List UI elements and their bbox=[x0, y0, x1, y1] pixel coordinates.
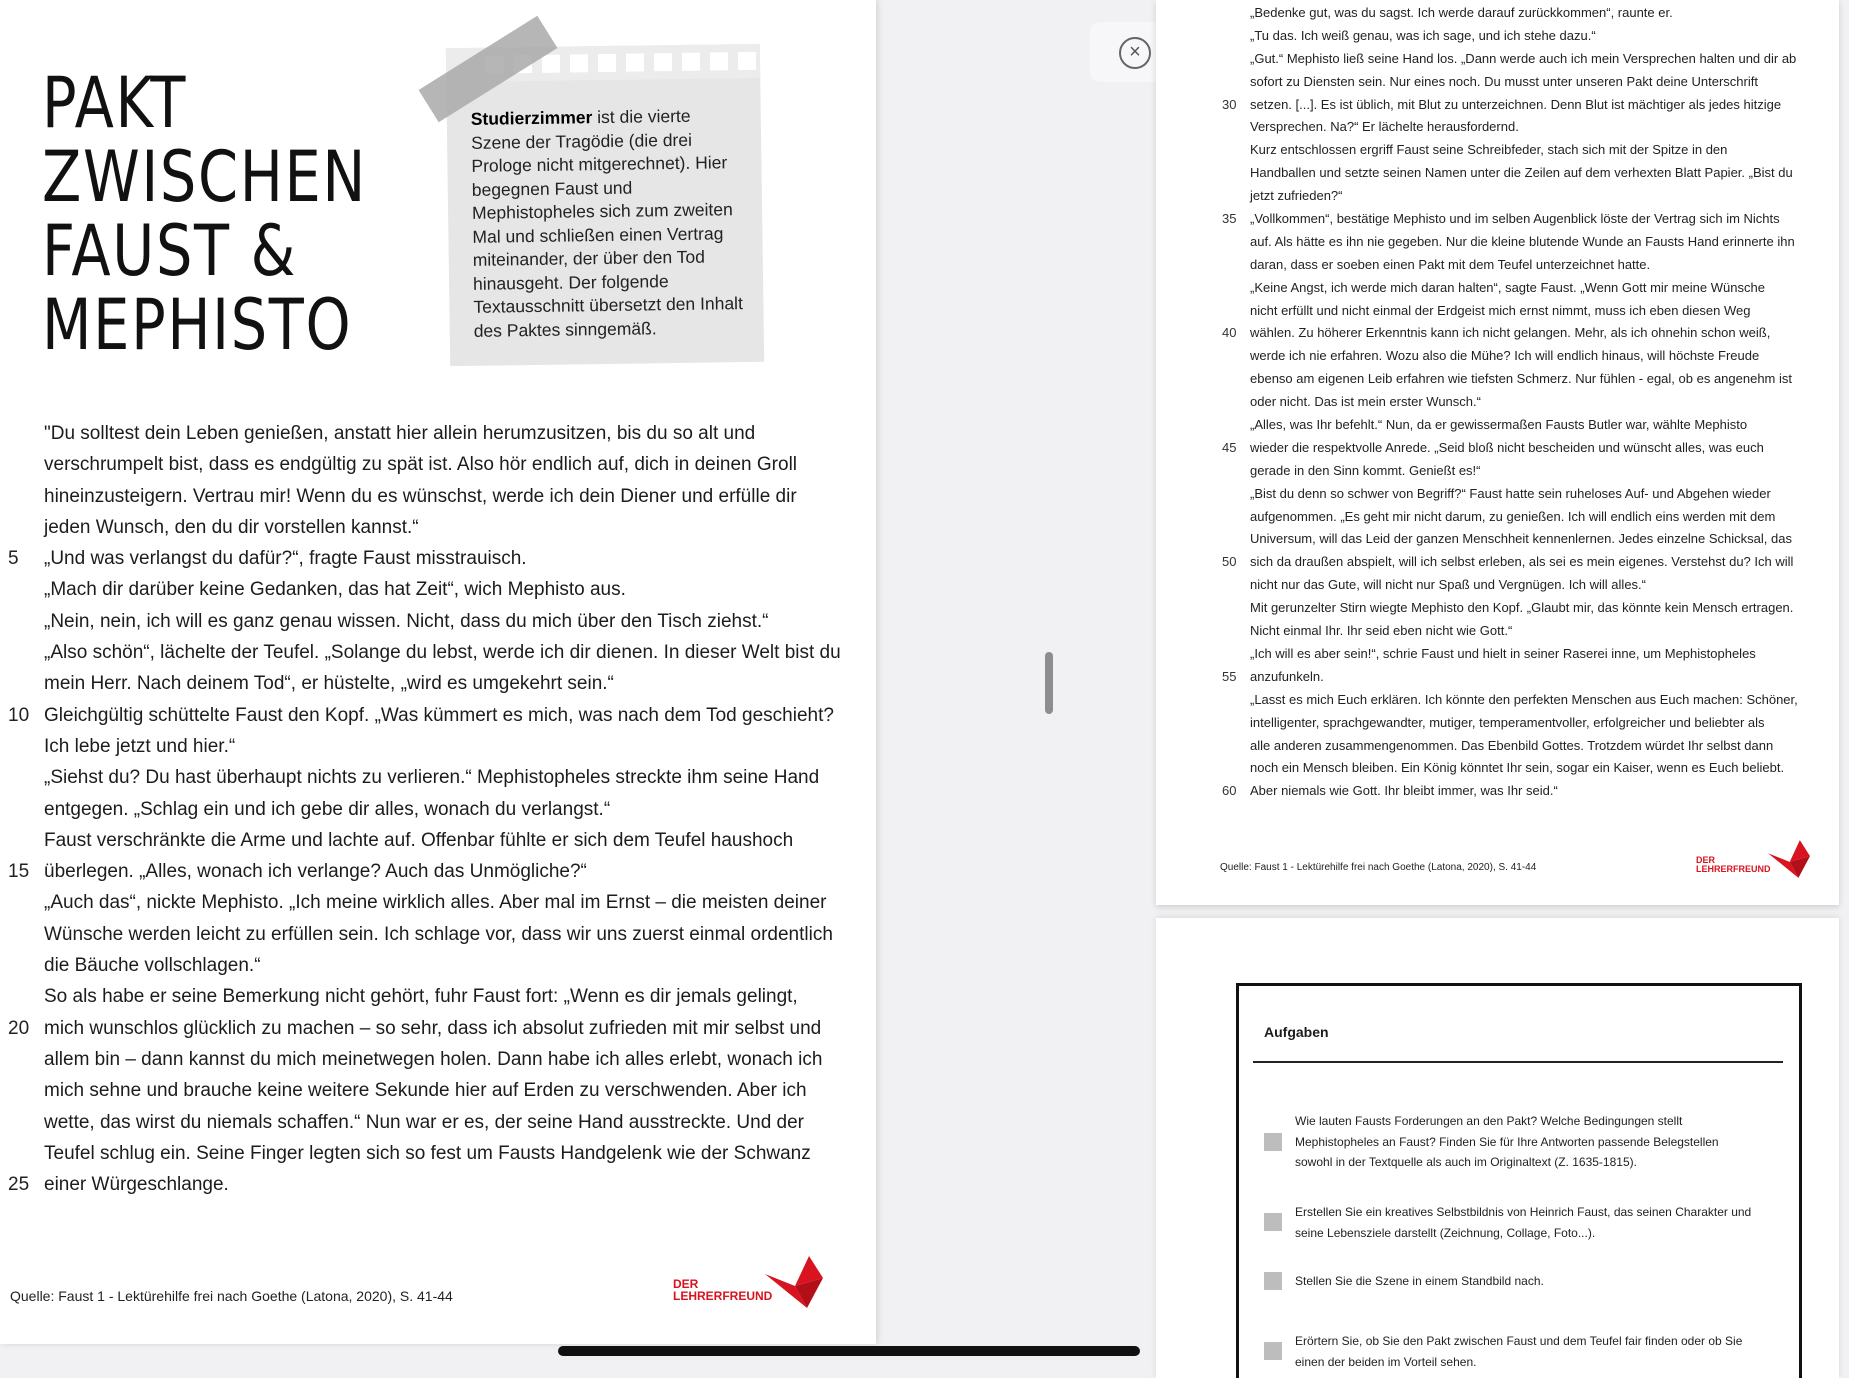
tasks-divider bbox=[1253, 1061, 1783, 1063]
text-line bbox=[1156, 25, 1839, 48]
text-line bbox=[1156, 391, 1839, 414]
text-line bbox=[1156, 116, 1839, 139]
line-text: „Alles, was Ihr befehlt.“ Nun, da er gewissermaßen Fausts Butler war, wählte Mephisto bbox=[1250, 417, 1748, 433]
line-text: „Auch das“, nickte Mephisto. „Ich meine wirklich alles. Aber mal im Ernst – die meisten deiner bbox=[44, 892, 827, 914]
line-number: 55 bbox=[1222, 668, 1237, 684]
text-line bbox=[1156, 231, 1839, 254]
text-line bbox=[1156, 185, 1839, 208]
story-text-continued bbox=[1156, 2, 1839, 803]
text-line bbox=[0, 825, 860, 856]
line-text: sofort zu Diensten sein. Nur eines noch. Du musst unter unseren Pakt deine Unterschrift bbox=[1250, 73, 1758, 89]
text-line bbox=[0, 981, 860, 1012]
lehrerfreund-logo-right bbox=[1696, 840, 1811, 880]
text-line bbox=[0, 887, 860, 918]
document-page-left bbox=[0, 0, 876, 1344]
text-line bbox=[1156, 437, 1839, 460]
text-line bbox=[0, 1138, 860, 1169]
task-item bbox=[1264, 1331, 1764, 1375]
line-text: „Ich will es aber sein!“, schrie Faust und hielt in seiner Raserei inne, um Mephistopheles bbox=[1250, 645, 1756, 661]
line-text: werde ich nie erfahren. Wozu also die Mühe? Ich will endlich hinaus, will höchste Freude bbox=[1250, 348, 1760, 364]
line-text: „Und was verlangst du dafür?“, fragte Faust misstrauisch. bbox=[44, 548, 527, 570]
line-text: Versprechen. Na?“ Er lächelte herausfordernd. bbox=[1250, 119, 1519, 135]
tasks-title: Aufgaben bbox=[1264, 1024, 1329, 1040]
line-number: 20 bbox=[8, 1017, 30, 1039]
story-text bbox=[0, 418, 860, 1200]
line-text: intelligenter, sprachgewandter, mutiger, temperamentvoller, erfolgreicher und beliebter als bbox=[1250, 714, 1765, 730]
line-text: allem bin – dann kannst du mich meinetwegen holen. Dann habe ich alles erlebt, wonach ich bbox=[44, 1048, 823, 1070]
text-line bbox=[1156, 551, 1839, 574]
document-page-right bbox=[1156, 0, 1839, 905]
line-text: oder nicht. Das ist mein erster Wunsch.“ bbox=[1250, 394, 1481, 410]
line-text: „Bedenke gut, was du sagst. Ich werde darauf zurückkommen“, raunte er. bbox=[1250, 5, 1673, 20]
close-symbol: × bbox=[1129, 41, 1141, 63]
text-line bbox=[0, 794, 860, 825]
line-number: 60 bbox=[1222, 783, 1237, 799]
line-number: 15 bbox=[8, 861, 30, 883]
text-line bbox=[1156, 162, 1839, 185]
text-line bbox=[1156, 712, 1839, 735]
bird-logo-icon bbox=[765, 1256, 823, 1308]
text-line bbox=[0, 481, 860, 512]
text-line bbox=[0, 574, 860, 605]
text-line bbox=[0, 449, 860, 480]
text-line bbox=[1156, 139, 1839, 162]
line-text: ebenso am eigenen Leib erfahren wie tiefsten Schmerz. Nur fühlen - egal, ob es angenehm ist bbox=[1250, 371, 1792, 387]
line-text: sich da draußen abspielt, will ich selbst erleben, als sei es mein eigenes. Verstehst du? Ich will bbox=[1250, 554, 1794, 570]
text-line bbox=[1156, 71, 1839, 94]
task-text: Wie lauten Fausts Forderungen an den Pakt? Welche Bedingungen stellt Mephistopheles an Faust? Finden Sie für Ihre Antworten passende Belegstellen sowohl in der Textquelle als auch im Originaltext (Z. 1635-1815). bbox=[1295, 1114, 1719, 1169]
line-text: wieder die respektvolle Anrede. „Seid bloß nicht bescheiden und wünscht alles, was euch bbox=[1250, 439, 1764, 455]
lehrerfreund-logo bbox=[673, 1256, 823, 1312]
task-item bbox=[1264, 1271, 1764, 1293]
text-line bbox=[0, 418, 860, 449]
text-line bbox=[0, 1044, 860, 1075]
line-text: jeden Wunsch, den du dir vorstellen kannst.“ bbox=[44, 516, 419, 538]
page-title bbox=[42, 62, 438, 366]
line-text: So als habe er seine Bemerkung nicht gehört, fuhr Faust fort: „Wenn es dir jemals gelingt, bbox=[44, 986, 798, 1008]
line-text: auf. Als hätte es ihn nie gegeben. Nur die kleine blutende Wunde an Fausts Hand erinnerte ihn bbox=[1250, 233, 1795, 249]
line-number: 30 bbox=[1222, 96, 1237, 112]
title-line: PAKT bbox=[42, 62, 188, 144]
task-text: Erstellen Sie ein kreatives Selbstbildnis von Heinrich Faust, das seinen Charakter und seine Lebensziele darstellt (Zeichnung, Collage, Foto...). bbox=[1295, 1205, 1752, 1240]
text-line bbox=[0, 1107, 860, 1138]
text-line bbox=[1156, 414, 1839, 437]
line-text: gerade in den Sinn kommt. Genießt es!“ bbox=[1250, 462, 1481, 478]
note-bold-term: Studierzimmer bbox=[470, 107, 593, 129]
task-text: Erörtern Sie, ob Sie den Pakt zwischen Faust und dem Teufel fair finden oder ob Sie einen der beiden im Vorteil sehen. bbox=[1295, 1334, 1743, 1369]
task-item bbox=[1264, 1111, 1764, 1177]
line-text: jetzt zufrieden?“ bbox=[1250, 188, 1343, 204]
line-number: 5 bbox=[8, 548, 19, 570]
line-text: mich wunschlos glücklich zu machen – so sehr, dass ich absolut zufrieden mit mir selbst und bbox=[44, 1017, 822, 1039]
line-text: Handballen und setzte seinen Namen unter die Zeilen auf dem verhexten Blatt Papier. „Bist du bbox=[1250, 165, 1793, 181]
text-line bbox=[0, 700, 860, 731]
line-text: anzufunkeln. bbox=[1250, 668, 1324, 684]
text-line bbox=[1156, 48, 1839, 71]
text-line bbox=[1156, 254, 1839, 277]
task-checkbox[interactable] bbox=[1264, 1213, 1282, 1231]
line-text: alle anderen zusammengenommen. Das Ebenbild Gottes. Trotzdem würdet Ihr selbst dann bbox=[1250, 737, 1774, 753]
line-text: überlegen. „Alles, wonach ich verlange? Auch das Unmögliche?“ bbox=[44, 861, 587, 883]
task-checkbox[interactable] bbox=[1264, 1133, 1282, 1151]
task-text: Stellen Sie die Szene in einem Standbild nach. bbox=[1295, 1274, 1544, 1288]
task-checkbox[interactable] bbox=[1264, 1342, 1282, 1360]
line-text: entgegen. „Schlag ein und ich gebe dir alles, wonach du verlangst.“ bbox=[44, 798, 611, 820]
text-line bbox=[1156, 757, 1839, 780]
text-line bbox=[1156, 322, 1839, 345]
line-text: Mit gerunzelter Stirn wiegte Mephisto den Kopf. „Glaubt mir, das könnte kein Mensch ertragen. bbox=[1250, 600, 1794, 616]
text-line bbox=[1156, 368, 1839, 391]
task-item bbox=[1264, 1202, 1764, 1246]
text-line bbox=[1156, 277, 1839, 300]
note-text bbox=[471, 104, 744, 343]
line-number: 45 bbox=[1222, 439, 1237, 455]
text-line bbox=[1156, 460, 1839, 483]
line-text: verschrumpelt bist, dass es endgültig zu spät ist. Also hör endlich auf, dich in deinen Groll bbox=[44, 454, 798, 476]
text-line bbox=[0, 1013, 860, 1044]
home-indicator[interactable] bbox=[558, 1346, 1140, 1356]
text-line bbox=[1156, 735, 1839, 758]
scroll-handle[interactable] bbox=[1045, 652, 1053, 714]
logo-text-der: DER bbox=[673, 1277, 699, 1291]
task-checkbox[interactable] bbox=[1264, 1272, 1282, 1290]
note-body: ist die vierte Szene der Tragödie (die drei Prologe nicht mitgerechnet). Hier begegnen Faust und Mephistopheles sich zum zweiten Mal und schließen einen Vertrag miteinander, der über den Tod hinausgeht. Der folgende Textausschnitt übersetzt den Inhalt des Paktes sinngemäß. bbox=[470, 105, 743, 341]
text-line bbox=[1156, 300, 1839, 323]
line-text: nicht nur das Gute, will nicht nur Spaß und Vergnügen. Ich will alles.“ bbox=[1250, 577, 1646, 593]
text-line bbox=[1156, 780, 1839, 803]
line-text: „Gut.“ Mephisto ließ seine Hand los. „Dann werde auch ich mein Versprechen halten und dir ab bbox=[1250, 50, 1797, 66]
text-line bbox=[1156, 345, 1839, 368]
intro-note bbox=[446, 44, 764, 366]
text-line bbox=[1156, 483, 1839, 506]
logo-text-lehrerfreund: LEHRERFREUND bbox=[1696, 864, 1771, 874]
text-line bbox=[0, 606, 860, 637]
text-line bbox=[1156, 574, 1839, 597]
line-text: nicht erfüllt und nicht einmal der Erdgeist mich ernst nimmt, muss ich eben diesen Weg bbox=[1250, 302, 1751, 318]
title-line: MEPHISTO bbox=[42, 284, 353, 366]
line-number: 10 bbox=[8, 704, 30, 726]
text-line bbox=[0, 637, 860, 668]
logo-text-lehrerfreund: LEHRERFREUND bbox=[673, 1289, 773, 1303]
text-line bbox=[0, 668, 860, 699]
line-text: „Also schön“, lächelte der Teufel. „Solange du lebst, werde ich dir dienen. In dieser Welt bist du bbox=[44, 642, 841, 664]
text-line bbox=[1156, 643, 1839, 666]
line-text: „Lasst es mich Euch erklären. Ich könnte den perfekten Menschen aus Euch machen: Schöner, bbox=[1250, 691, 1798, 707]
source-citation-right: Quelle: Faust 1 - Lektürehilfe frei nach Goethe (Latona, 2020), S. 41-44 bbox=[1220, 862, 1537, 873]
line-text: Faust verschränkte die Arme und lachte auf. Offenbar fühlte er sich dem Teufel haushoch bbox=[44, 829, 794, 851]
text-line bbox=[1156, 94, 1839, 117]
line-text: daran, dass er soeben einen Pakt mit dem Teufel unterzeichnet hatte. bbox=[1250, 256, 1651, 272]
line-text: "Du solltest dein Leben genießen, anstatt hier allein herumzusitzen, bis du so alt und bbox=[44, 423, 756, 444]
line-text: Nicht einmal Ihr. Ihr seid eben nicht wie Gott.“ bbox=[1250, 623, 1513, 639]
line-text: mein Herr. Nach deinem Tod“, er hüstelte, „wird es umgekehrt sein.“ bbox=[44, 673, 614, 695]
line-text: wette, das wirst du niemals schaffen.“ Nun war er es, der seine Hand ausstreckte. Und der bbox=[44, 1111, 805, 1133]
text-line bbox=[0, 950, 860, 981]
line-text: „Mach dir darüber keine Gedanken, das hat Zeit“, wich Mephisto aus. bbox=[44, 579, 626, 601]
text-line bbox=[0, 762, 860, 793]
line-text: Universum, will das Leid der ganzen Menschheit kennenlernen. Jedes einzelne Schicksal, das bbox=[1250, 531, 1792, 547]
line-number: 35 bbox=[1222, 211, 1237, 227]
line-text: „Tu das. Ich weiß genau, was ich sage, und ich stehe dazu.“ bbox=[1250, 27, 1596, 43]
line-number: 50 bbox=[1222, 554, 1237, 570]
text-line bbox=[1156, 666, 1839, 689]
line-text: Kurz entschlossen ergriff Faust seine Schreibfeder, stach sich mit der Spitze in den bbox=[1250, 142, 1728, 158]
line-text: mich sehne und brauche keine weitere Sekunde hier auf Erden zu verschwenden. Aber ich bbox=[44, 1080, 807, 1102]
line-text: hineinzusteigern. Vertrau mir! Wenn du es wünschst, werde ich dein Diener und erfülle dir bbox=[44, 485, 797, 507]
text-line bbox=[1156, 597, 1839, 620]
line-text: setzen. [...]. Es ist üblich, mit Blut zu unterzeichnen. Denn Blut ist mächtiger als jedes hitzige bbox=[1250, 96, 1782, 112]
line-text: Ich lebe jetzt und hier.“ bbox=[44, 735, 236, 757]
line-text: „Bist du denn so schwer von Begriff?“ Faust hatte sein ruheloses Auf- und Abgehen wieder bbox=[1250, 485, 1771, 501]
line-text: noch ein Mensch bleiben. Ein König könntet Ihr sein, sogar ein Kaiser, wenn es Euch beliebt. bbox=[1250, 760, 1785, 776]
line-text: „Keine Angst, ich werde mich daran halten“, sagte Faust. „Wenn Gott mir meine Wünsche bbox=[1250, 279, 1765, 295]
text-line bbox=[0, 731, 860, 762]
line-text: aufgenommen. „Es geht mir nicht darum, zu genießen. Ich will endlich eins werden mit dem bbox=[1250, 508, 1776, 524]
text-line bbox=[0, 512, 860, 543]
tasks-box bbox=[1236, 983, 1802, 1378]
line-text: die Bäuche vollschlagen.“ bbox=[44, 955, 261, 977]
text-line bbox=[1156, 620, 1839, 643]
text-line bbox=[1156, 2, 1839, 25]
line-text: Wünsche werden leicht zu erfüllen sein. Ich schlage vor, dass wir uns zuerst einmal ordentlich bbox=[44, 923, 833, 945]
line-text: einer Würgeschlange. bbox=[44, 1174, 229, 1196]
line-number: 40 bbox=[1222, 325, 1237, 341]
text-line bbox=[0, 1075, 860, 1106]
text-line bbox=[1156, 208, 1839, 231]
line-text: wählen. Zu höherer Erkenntnis kann ich nicht gelangen. Mehr, als ich ohnehin schon weiß, bbox=[1250, 325, 1771, 341]
text-line bbox=[1156, 506, 1839, 529]
text-line bbox=[0, 1169, 860, 1200]
text-line bbox=[0, 543, 860, 574]
close-icon[interactable] bbox=[1119, 37, 1151, 69]
line-number: 25 bbox=[8, 1174, 30, 1196]
text-line bbox=[0, 856, 860, 887]
line-text: Aber niemals wie Gott. Ihr bleibt immer, was Ihr seid.“ bbox=[1250, 783, 1558, 799]
logo-text-der: DER bbox=[1696, 855, 1716, 865]
line-text: Gleichgültig schüttelte Faust den Kopf. „Was kümmert es mich, was nach dem Tod geschieht? bbox=[44, 704, 834, 726]
text-line bbox=[0, 919, 860, 950]
text-line bbox=[1156, 528, 1839, 551]
line-text: Teufel schlug ein. Seine Finger legten sich so fest um Fausts Handgelenk wie der Schwanz bbox=[44, 1142, 811, 1164]
line-text: „Siehst du? Du hast überhaupt nichts zu verlieren.“ Mephistopheles streckte ihm seine Hand bbox=[44, 767, 820, 789]
title-line: FAUST & bbox=[42, 210, 298, 292]
document-page-tasks bbox=[1156, 918, 1839, 1378]
line-text: „Vollkommen“, bestätige Mephisto und im selben Augenblick löste der Vertrag sich im Nichts bbox=[1250, 211, 1780, 227]
bird-logo-icon bbox=[1768, 840, 1810, 878]
title-line: ZWISCHEN bbox=[42, 136, 368, 218]
text-line bbox=[1156, 689, 1839, 712]
source-citation: Quelle: Faust 1 - Lektürehilfe frei nach Goethe (Latona, 2020), S. 41-44 bbox=[10, 1288, 453, 1304]
line-text: „Nein, nein, ich will es ganz genau wissen. Nicht, dass du mich über den Tisch ziehst.“ bbox=[44, 610, 769, 632]
